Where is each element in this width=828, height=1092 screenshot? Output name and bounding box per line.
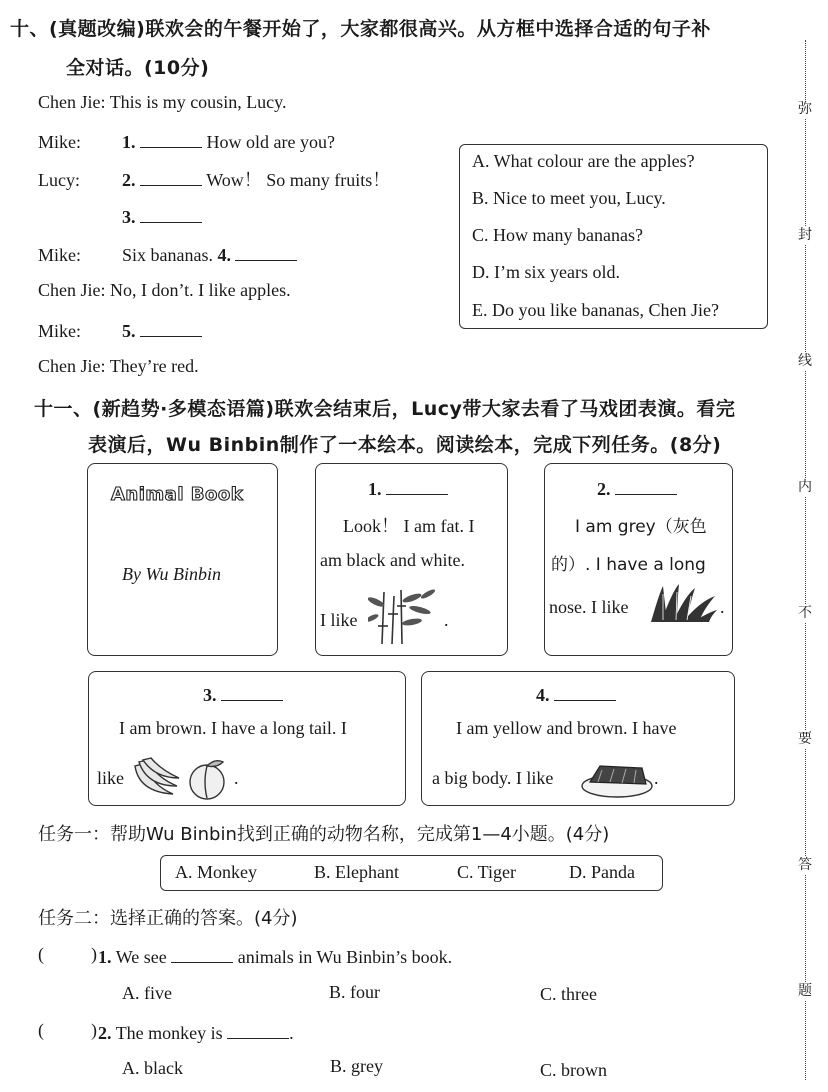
question-number: 2. <box>98 1023 112 1043</box>
answer-bracket-close: ) <box>91 1020 97 1040</box>
speaker: Mike: <box>38 132 81 152</box>
question-number: 2. <box>597 479 611 499</box>
book-title: Animal Book <box>111 484 244 505</box>
options-box <box>459 144 768 329</box>
question-number: 1. <box>122 132 136 152</box>
choice-b: B. grey <box>330 1056 383 1076</box>
animal-option-d: D. Panda <box>569 862 635 882</box>
card-text: 的）. I have a long <box>551 555 706 575</box>
answer-bracket-close: ) <box>91 944 97 964</box>
card-text: I like <box>320 610 358 630</box>
answer-slot[interactable] <box>46 942 90 966</box>
dialogue-text: No, I don’t. I like apples. <box>110 280 291 300</box>
question-stem <box>98 1020 294 1044</box>
dialogue-text: How old are you? <box>206 132 335 152</box>
dialogue-line <box>122 204 202 228</box>
task2-title: 任务二：选择正确的答案。(4分) <box>38 908 298 929</box>
section11-title-line2: 表演后，Wu Binbin制作了一本绘本。阅读绘本，完成下列任务。(8分) <box>88 434 722 456</box>
answer-blank[interactable] <box>386 476 448 495</box>
card-text: a big body. I like <box>432 768 554 788</box>
seal-char: 弥 <box>798 101 812 117</box>
card-number-line <box>597 476 677 500</box>
speaker: Chen Jie: <box>38 280 106 300</box>
card-number-line <box>203 682 283 706</box>
answer-blank[interactable] <box>227 1020 289 1039</box>
answer-blank[interactable] <box>140 129 202 148</box>
question-number: 5. <box>122 321 136 341</box>
picture-card-2 <box>544 463 733 656</box>
choice-b: B. four <box>329 982 380 1002</box>
answer-blank[interactable] <box>221 682 283 701</box>
book-cover-card <box>87 463 278 656</box>
option-a: A. What colour are the apples? <box>472 151 695 171</box>
seal-char: 线 <box>798 353 812 369</box>
option-e: E. Do you like bananas, Chen Jie? <box>472 300 719 320</box>
stem-text: animals in Wu Binbin’s book. <box>237 947 453 967</box>
answer-blank[interactable] <box>615 476 677 495</box>
seal-char: 封 <box>798 227 812 243</box>
task1-title: 任务一：帮助Wu Binbin找到正确的动物名称，完成第1—4小题。(4分) <box>38 824 610 845</box>
dialogue-line <box>38 92 287 113</box>
dialogue-text: This is my cousin, Lucy. <box>109 92 287 112</box>
dialogue-text: Six bananas. <box>122 245 213 265</box>
answer-slot[interactable] <box>46 1018 90 1042</box>
banana-peach-icon <box>133 756 233 802</box>
question-number: 1. <box>98 947 112 967</box>
choice-c: C. brown <box>540 1060 607 1080</box>
card-text: am black and white. <box>320 550 465 570</box>
book-author: By Wu Binbin <box>122 564 221 584</box>
answer-blank[interactable] <box>235 242 297 261</box>
dialogue-line <box>38 242 297 266</box>
card-text: like <box>97 768 124 788</box>
animal-option-c: C. Tiger <box>457 862 517 882</box>
animal-option-a: A. Monkey <box>175 862 257 882</box>
option-d: D. I’m six years old. <box>472 262 620 282</box>
dialogue-text: Wow！ So many fruits！ <box>206 170 391 190</box>
section10-title-line1: 十、(真题改编)联欢会的午餐开始了，大家都很高兴。从方框中选择合适的句子补 <box>10 18 711 40</box>
answer-blank[interactable] <box>140 318 202 337</box>
speaker: Lucy: <box>38 170 80 190</box>
answer-bracket-open: ( <box>38 1020 44 1040</box>
picture-card-3 <box>88 671 406 806</box>
seal-char: 答 <box>798 857 812 873</box>
card-number-line <box>368 476 448 500</box>
seal-char: 内 <box>798 479 812 495</box>
card-period: . <box>720 597 725 617</box>
card-period: . <box>444 610 449 630</box>
answer-blank[interactable] <box>171 944 233 963</box>
choice-a: A. black <box>122 1058 183 1078</box>
question-number: 1. <box>368 479 382 499</box>
card-text: I am grey（灰色 <box>575 517 707 537</box>
card-period: . <box>234 768 239 788</box>
option-b: B. Nice to meet you, Lucy. <box>472 188 666 208</box>
picture-card-4 <box>421 671 735 806</box>
stem-text: . <box>289 1023 294 1043</box>
card-number-line <box>536 682 616 706</box>
question-number: 3. <box>203 685 217 705</box>
dialogue-text: They’re red. <box>109 356 199 376</box>
stem-text: We see <box>115 947 167 967</box>
card-text: I am brown. I have a long tail. I <box>119 718 347 738</box>
question-number: 2. <box>122 170 136 190</box>
choice-a: A. five <box>122 983 172 1003</box>
bamboo-icon <box>368 586 444 646</box>
question-number: 4. <box>536 685 550 705</box>
dialogue-line <box>38 280 291 301</box>
speaker: Chen Jie: <box>38 92 106 112</box>
animal-options-box <box>160 855 663 891</box>
answer-blank[interactable] <box>554 682 616 701</box>
seal-line <box>805 40 806 1080</box>
option-c: C. How many bananas? <box>472 225 643 245</box>
speaker: Chen Jie: <box>38 356 106 376</box>
answer-bracket-open: ( <box>38 944 44 964</box>
animal-option-b: B. Elephant <box>314 862 399 882</box>
picture-card-1 <box>315 463 508 656</box>
question-number: 3. <box>122 207 136 227</box>
stem-text: The monkey is <box>115 1023 223 1043</box>
dialogue-line <box>38 356 199 377</box>
seal-char: 要 <box>798 731 812 747</box>
section11-title-line1: 十一、(新趋势·多模态语篇)联欢会结束后，Lucy带大家去看了马戏团表演。看完 <box>34 398 736 420</box>
answer-blank[interactable] <box>140 204 202 223</box>
section10-title-line2: 全对话。(10分) <box>66 57 210 79</box>
speaker: Mike: <box>38 321 81 341</box>
question-stem <box>98 944 452 968</box>
meat-icon <box>580 760 654 800</box>
card-text: Look！ I am fat. I <box>343 516 475 536</box>
card-period: . <box>654 768 659 788</box>
seal-char: 不 <box>798 605 812 621</box>
card-text: I am yellow and brown. I have <box>456 718 677 738</box>
speaker: Mike: <box>38 245 81 265</box>
dialogue-line <box>38 129 418 153</box>
dialogue-line <box>38 318 202 342</box>
grass-icon <box>649 584 719 624</box>
dialogue-line <box>38 166 390 192</box>
card-text: nose. I like <box>549 597 629 617</box>
answer-blank[interactable] <box>140 167 202 186</box>
question-number: 4. <box>217 245 231 265</box>
choice-c: C. three <box>540 984 597 1004</box>
seal-char: 题 <box>798 983 812 999</box>
